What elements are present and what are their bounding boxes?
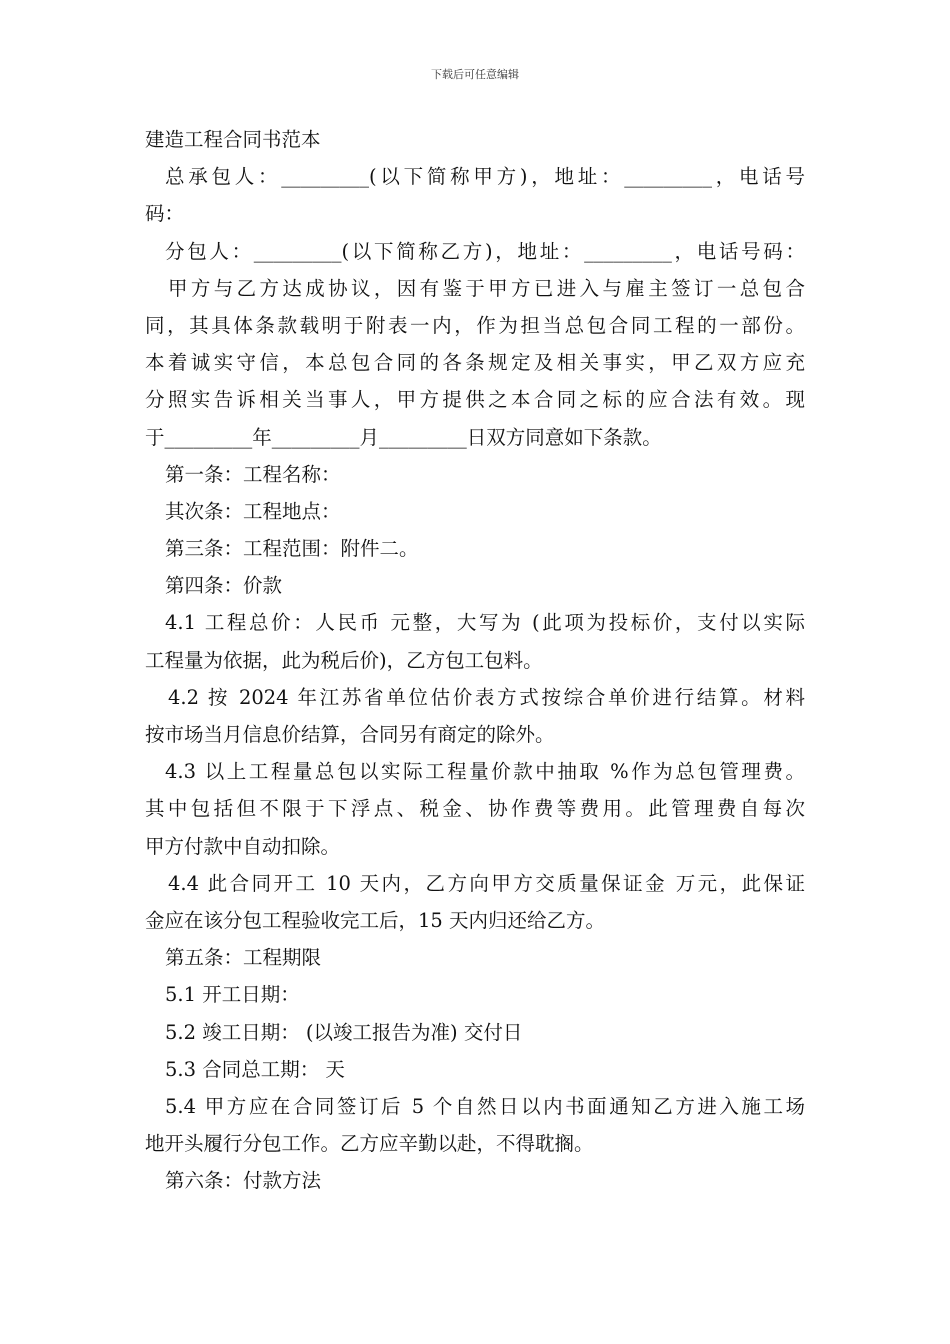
paragraph-line: 5.1 开工日期： [165, 983, 300, 1007]
paragraph-line: 5.2 竣工日期： (以竣工报告为准) 交付日 [165, 1020, 523, 1044]
paragraph-line: 按市场当月信息价结算，合同另有商定的除外。 [145, 723, 555, 746]
paragraph-line: 分照实告诉相关当事人，甲方提供之本合同之标的应合法有效。现 [145, 388, 805, 412]
paragraph-line: 甲方付款中自动扣除。 [145, 834, 341, 858]
page-header-note: 下载后可任意编辑 [431, 68, 519, 81]
paragraph-line: 总承包人：_________(以下简称甲方)，地址：_________，电话号 [165, 165, 805, 189]
paragraph-line: 本着诚实守信，本总包合同的各条规定及相关事实，甲乙双方应充 [145, 351, 805, 375]
clause-heading: 第四条：价款 [165, 574, 283, 598]
paragraph-line: 甲方与乙方达成协议，因有鉴于甲方已进入与雇主签订一总包合 [168, 276, 805, 300]
paragraph-line: 5.4 甲方应在合同签订后 5 个自然日以内书面通知乙方进入施工场 [165, 1094, 805, 1118]
paragraph-line: 5.3 合同总工期： 天 [165, 1057, 345, 1081]
paragraph-line: 4.3 以上工程量总包以实际工程量价款中抽取 %作为总包管理费。 [165, 760, 805, 784]
paragraph-line: 其中包括但不限于下浮点、税金、协作费等费用。此管理费自每次 [145, 797, 805, 821]
paragraph-line: 地开头履行分包工作。乙方应辛勤以赴，不得耽搁。 [145, 1132, 594, 1156]
paragraph-line: 4.4 此合同开工 10 天内，乙方向甲方交质量保证金 万元，此保证 [168, 871, 805, 895]
clause-heading: 第五条：工程期限 [165, 946, 322, 970]
clause-heading: 第六条：付款方法 [165, 1169, 322, 1193]
paragraph-line: 于_________年_________月_________日双方同意如下条款。 [145, 425, 662, 449]
paragraph-line: 金应在该分包工程验收完工后，15 天内归还给乙方。 [145, 908, 606, 932]
clause-heading: 第一条：工程名称： [165, 462, 341, 486]
clause-heading: 其次条：工程地点： [165, 499, 341, 523]
paragraph-line: 码： [145, 202, 185, 226]
paragraph-line: 4.2 按 2024 年江苏省单位估价表方式按综合单价进行结算。材料 [168, 685, 805, 709]
paragraph-line: 同，其具体条款载明于附表一内，作为担当总包合同工程的一部份。 [145, 313, 805, 337]
paragraph-line: 工程量为依据，此为税后价)，乙方包工包料。 [145, 648, 543, 672]
paragraph-line: 4.1 工程总价：人民币 元整，大写为 (此项为投标价，支付以实际 [165, 611, 805, 635]
clause-heading: 第三条：工程范围：附件二。 [165, 537, 419, 561]
document-title: 建造工程合同书范本 [145, 128, 321, 151]
paragraph-line: 分包人：_________(以下简称乙方)，地址：_________，电话号码： [165, 239, 805, 263]
document-body [145, 121, 805, 1199]
